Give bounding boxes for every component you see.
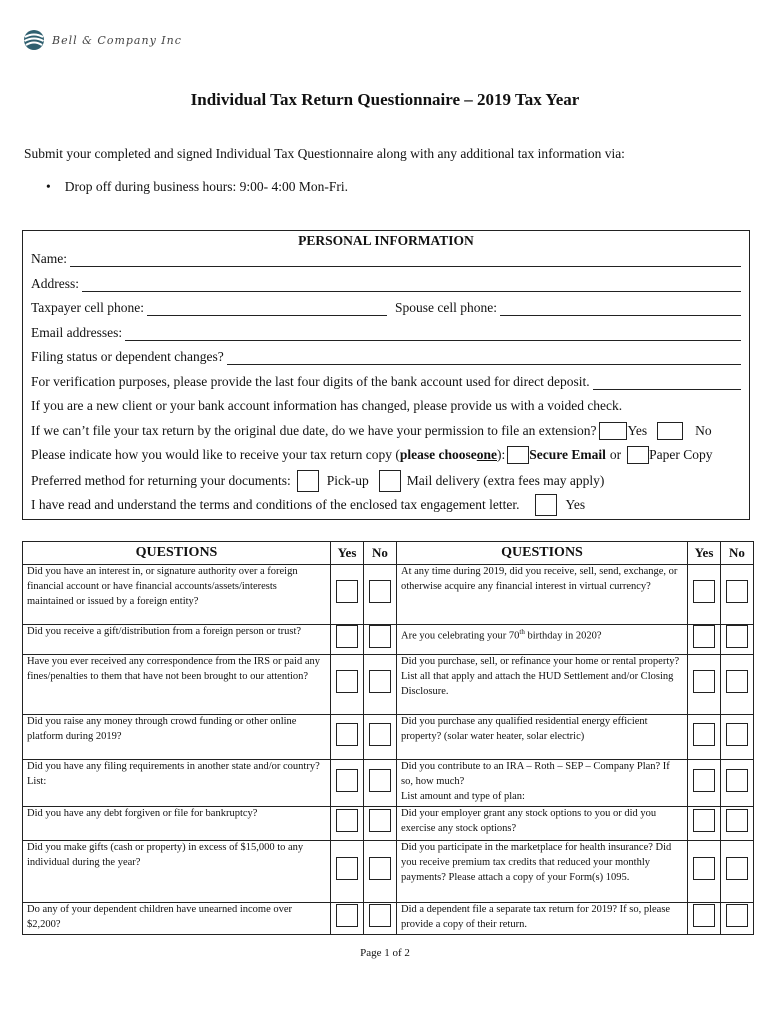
bullet-item <box>46 179 348 195</box>
question-right-note: List amount and type of plan: <box>401 790 525 802</box>
name-label: Name: <box>31 251 67 266</box>
question-right: Did a dependent file a separate tax return for 2019? If so, please provide a copy of their return. <box>397 903 688 935</box>
spouse-cell-label: Spouse cell phone: <box>395 300 497 315</box>
secure-email-checkbox[interactable] <box>507 446 529 464</box>
new-client-text: If you are a new client or your bank account information has changed, please provide us with a voided check. <box>31 398 623 413</box>
yes-header-left: Yes <box>331 542 364 565</box>
name-row <box>31 251 741 267</box>
terms-row <box>31 494 741 516</box>
address-label: Address: <box>31 276 79 291</box>
logo-text: Bell & Company Inc <box>52 33 182 47</box>
return-method-row <box>31 470 741 492</box>
no-checkbox[interactable] <box>369 857 391 880</box>
no-checkbox[interactable] <box>726 769 748 792</box>
page-number: Page 1 of 2 <box>360 947 410 959</box>
verification-row <box>31 374 741 390</box>
question-left: Did you receive a gift/distribution from a foreign person or trust? <box>23 625 331 655</box>
bank-digits-field[interactable] <box>593 376 741 390</box>
verification-label: For verification purposes, please provide the last four digits of the bank account used for direct deposit. <box>31 374 590 389</box>
yes-checkbox[interactable] <box>336 723 358 746</box>
copy-text-bold: please choose <box>399 447 477 462</box>
extension-no-checkbox[interactable] <box>657 422 683 440</box>
yes-checkbox[interactable] <box>693 809 715 832</box>
no-checkbox[interactable] <box>369 809 391 832</box>
question-right-note: List all that apply and attach the HUD Settlement and/or Closing Disclosure. <box>401 670 674 697</box>
no-checkbox[interactable] <box>726 625 748 648</box>
filing-label: Filing status or dependent changes? <box>31 349 224 364</box>
intro-text: Submit your completed and signed Individual Tax Questionnaire along with any additional tax information via: <box>24 146 625 161</box>
page-title: Individual Tax Return Questionnaire – 2019 Tax Year <box>190 90 580 109</box>
no-checkbox[interactable] <box>726 857 748 880</box>
yes-checkbox[interactable] <box>693 580 715 603</box>
question-right: At any time during 2019, did you receive, sell, send, exchange, or otherwise acquire any financial interest in virtual currency? <box>397 565 688 625</box>
copy-text-post: ): <box>497 447 506 462</box>
extension-yes-checkbox[interactable] <box>599 422 627 440</box>
pickup-checkbox[interactable] <box>297 470 319 492</box>
question-right-text: Are you celebrating your 70 <box>401 630 520 642</box>
extension-no-label: No <box>695 423 712 438</box>
return-method-text: Preferred method for returning your documents: <box>31 473 291 488</box>
questions-header-left: QUESTIONS <box>23 542 331 565</box>
copy-row <box>31 446 741 464</box>
filing-field[interactable] <box>227 351 741 365</box>
yes-checkbox[interactable] <box>693 857 715 880</box>
table-row <box>23 715 754 760</box>
mail-delivery-checkbox[interactable] <box>379 470 401 492</box>
no-checkbox[interactable] <box>726 809 748 832</box>
taxpayer-cell-label: Taxpayer cell phone: <box>31 300 145 315</box>
personal-information-header: PERSONAL INFORMATION <box>298 233 474 248</box>
name-field[interactable] <box>70 253 741 267</box>
terms-text: I have read and understand the terms and conditions of the enclosed tax engagement letter. <box>31 497 520 512</box>
yes-checkbox[interactable] <box>693 625 715 648</box>
question-left: Did you raise any money through crowd funding or other online platform during 2019? <box>23 715 331 760</box>
no-checkbox[interactable] <box>369 723 391 746</box>
yes-header-right: Yes <box>688 542 721 565</box>
table-row <box>23 655 754 715</box>
question-left: Did you have an interest in, or signature authority over a foreign financial account or have financial accounts/assets/interests maintained or issued by a foreign entity? <box>23 565 331 625</box>
no-header-left: No <box>364 542 397 565</box>
email-label: Email addresses: <box>31 325 123 340</box>
no-checkbox[interactable] <box>726 670 748 693</box>
address-field[interactable] <box>82 278 741 292</box>
no-checkbox[interactable] <box>726 580 748 603</box>
globe-wave-icon <box>22 28 46 52</box>
yes-checkbox[interactable] <box>336 580 358 603</box>
no-checkbox[interactable] <box>726 723 748 746</box>
questions-table <box>22 541 754 935</box>
question-right-text: Did you contribute to an IRA – Roth – SEP – Company Plan? If so, how much? <box>401 761 670 787</box>
new-client-row <box>31 398 741 414</box>
extension-yes-label: Yes <box>627 423 648 438</box>
paper-copy-label: Paper Copy <box>649 447 713 462</box>
email-row <box>31 325 741 341</box>
table-row <box>23 903 754 935</box>
email-field[interactable] <box>125 327 741 341</box>
yes-checkbox[interactable] <box>693 904 715 927</box>
or-label: or <box>609 447 622 462</box>
table-row <box>23 807 754 841</box>
yes-checkbox[interactable] <box>336 809 358 832</box>
question-right <box>397 625 688 655</box>
ordinal-suffix: th <box>519 628 525 636</box>
secure-email-label: Secure Email <box>529 447 606 462</box>
paper-copy-checkbox[interactable] <box>627 446 649 464</box>
no-checkbox[interactable] <box>369 670 391 693</box>
bullet-text: Drop off during business hours: 9:00- 4:00 Mon-Fri. <box>64 179 348 194</box>
questions-header-right: QUESTIONS <box>397 542 688 565</box>
company-logo <box>22 28 182 52</box>
pickup-label: Pick-up <box>326 473 369 488</box>
address-row <box>31 276 741 292</box>
no-header-right: No <box>721 542 754 565</box>
yes-checkbox[interactable] <box>336 857 358 880</box>
yes-checkbox[interactable] <box>693 670 715 693</box>
yes-checkbox[interactable] <box>336 769 358 792</box>
yes-checkbox[interactable] <box>336 904 358 927</box>
question-right: Did you purchase any qualified residential energy efficient property? (solar water heater, solar electric) <box>397 715 688 760</box>
question-left: Did you have any debt forgiven or file for bankruptcy? <box>23 807 331 841</box>
table-row <box>23 760 754 807</box>
copy-text-bold-underline: one <box>476 447 498 462</box>
table-row <box>23 565 754 625</box>
mail-delivery-label: Mail delivery (extra fees may apply) <box>406 473 605 488</box>
question-right-text-end: birthday in 2020? <box>524 630 602 642</box>
questions-header-row <box>23 542 754 565</box>
phone-row <box>31 300 741 316</box>
question-left: Did you make gifts (cash or property) in excess of $15,000 to any individual during the year? <box>23 841 331 903</box>
yes-checkbox[interactable] <box>336 670 358 693</box>
spouse-cell-field[interactable] <box>500 302 741 316</box>
yes-checkbox[interactable] <box>693 723 715 746</box>
question-left: Did you have any filing requirements in another state and/or country? List: <box>23 760 331 807</box>
no-checkbox[interactable] <box>726 904 748 927</box>
extension-row <box>31 422 741 440</box>
question-right: Did you participate in the marketplace for health insurance? Did you receive premium tax credits that reduced your monthly payments? Please attach a copy of your Form(s) 1095. <box>397 841 688 903</box>
taxpayer-cell-field[interactable] <box>147 302 387 316</box>
filing-row <box>31 349 741 365</box>
no-checkbox[interactable] <box>369 769 391 792</box>
yes-checkbox[interactable] <box>336 625 358 648</box>
copy-text-pre: Please indicate how you would like to receive your tax return copy ( <box>31 447 400 462</box>
yes-checkbox[interactable] <box>693 769 715 792</box>
no-checkbox[interactable] <box>369 904 391 927</box>
question-right-text: Did you purchase, sell, or refinance your home or rental property? <box>401 656 680 667</box>
question-left: Have you ever received any correspondence from the IRS or paid any fines/penalties to them that have not been brought to our attention? <box>23 655 331 715</box>
terms-yes-label: Yes <box>565 497 586 512</box>
question-right <box>397 760 688 807</box>
question-right <box>397 655 688 715</box>
no-checkbox[interactable] <box>369 580 391 603</box>
table-row <box>23 841 754 903</box>
table-row <box>23 625 754 655</box>
question-left: Do any of your dependent children have unearned income over $2,200? <box>23 903 331 935</box>
terms-yes-checkbox[interactable] <box>535 494 557 516</box>
bullet-icon: • <box>46 179 51 194</box>
no-checkbox[interactable] <box>369 625 391 648</box>
question-right: Did your employer grant any stock options to you or did you exercise any stock options? <box>397 807 688 841</box>
personal-information-section <box>22 230 750 520</box>
extension-text: If we can’t file your tax return by the original due date, do we have your permission to file an extension? <box>31 423 597 438</box>
